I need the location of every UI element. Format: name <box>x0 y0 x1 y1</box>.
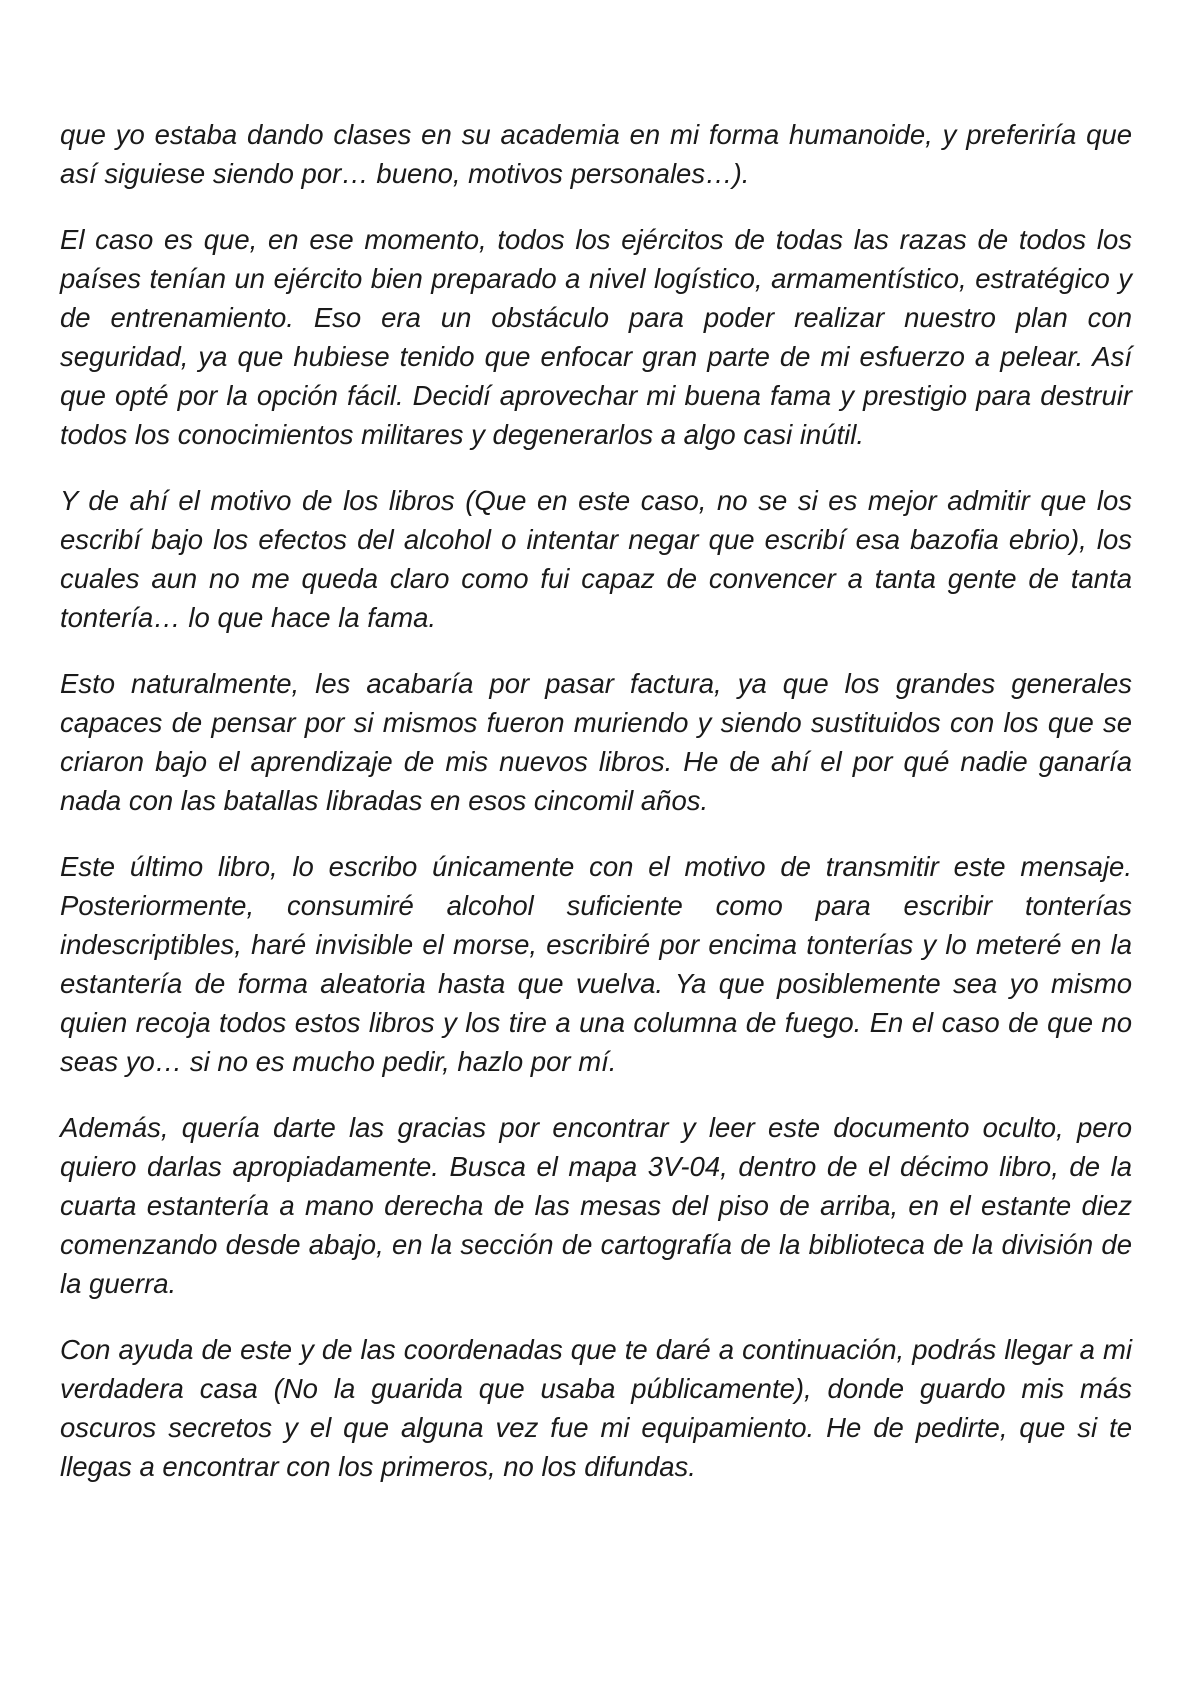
document-page <box>60 115 1132 1513</box>
paragraph-7: Con ayuda de este y de las coordenadas que te daré a continuación, podrás llegar a mi verdadera casa (No la guarida que usaba públicamente), donde guardo mis más oscuros secretos y el que alguna vez fue mi equipamiento. He de pedirte, que si te llegas a encontrar con los primeros, no los difundas. <box>60 1334 1132 1482</box>
paragraph-4: Esto naturalmente, les acabaría por pasar factura, ya que los grandes generales capaces de pensar por si mismos fueron muriendo y siendo sustituidos con los que se criaron bajo el aprendizaje de mis nuevos libros. He de ahí el por qué nadie ganaría nada con las batallas libradas en esos cincomil años. <box>60 668 1132 816</box>
paragraph-2: El caso es que, en ese momento, todos los ejércitos de todas las razas de todos los países tenían un ejército bien preparado a nivel logístico, armamentístico, estratégico y de entrenamiento. Eso era un obstáculo para poder realizar nuestro plan con seguridad, ya que hubiese tenido que enfocar gran parte de mi esfuerzo a pelear. Así que opté por la opción fácil. Decidí aprovechar mi buena fama y prestigio para destruir todos los conocimientos militares y degenerarlos a algo casi inútil. <box>60 224 1132 450</box>
paragraph-1: que yo estaba dando clases en su academia en mi forma humanoide, y preferiría que así siguiese siendo por… bueno, motivos personales…). <box>60 119 1132 189</box>
paragraph-3: Y de ahí el motivo de los libros (Que en este caso, no se si es mejor admitir que los escribí bajo los efectos del alcohol o intentar negar que escribí esa bazofia ebrio), los cuales aun no me queda claro como fui capaz de convencer a tanta gente de tanta tontería… lo que hace la fama. <box>60 485 1132 633</box>
paragraph-5: Este último libro, lo escribo únicamente con el motivo de transmitir este mensaje. Posteriormente, consumiré alcohol suficiente como para escribir tonterías indescriptibles, haré invisible el morse, escribiré por encima tonterías y lo meteré en la estantería de forma aleatoria hasta que vuelva. Ya que posiblemente sea yo mismo quien recoja todos estos libros y los tire a una columna de fuego. En el caso de que no seas yo… si no es mucho pedir, hazlo por mí. <box>60 851 1132 1077</box>
paragraph-6: Además, quería darte las gracias por encontrar y leer este documento oculto, pero quiero darlas apropiadamente. Busca el mapa 3V-04, dentro de el décimo libro, de la cuarta estantería a mano derecha de las mesas del piso de arriba, en el estante diez comenzando desde abajo, en la sección de cartografía de la biblioteca de la división de la guerra. <box>60 1112 1132 1299</box>
